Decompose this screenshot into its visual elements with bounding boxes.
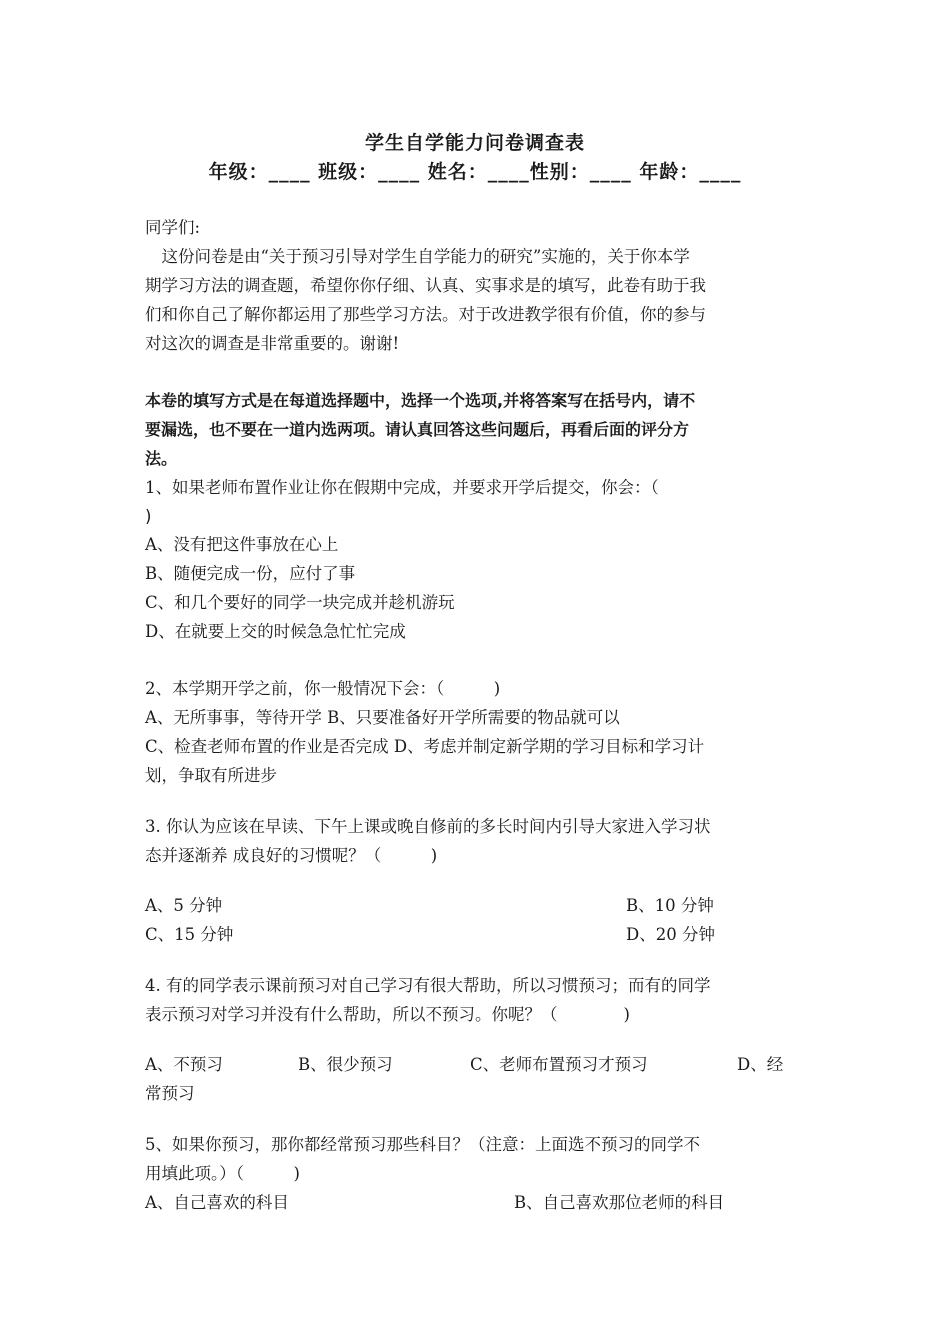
question-3-option-a: A、5 分钟 bbox=[145, 896, 223, 915]
instructions-line: 法。 bbox=[145, 449, 178, 468]
question-2-options: A、无所事事，等待开学 B、只要准备好开学所需要的物品就可以 bbox=[145, 708, 620, 727]
intro-line: 们和你自己了解你都运用了那些学习方法。对于改进教学很有价值，你的参与 bbox=[145, 305, 706, 324]
question-4-option-b: B、很少预习 bbox=[298, 1055, 393, 1074]
question-4-option-d: D、经 bbox=[737, 1055, 784, 1074]
question-3-text: 3. 你认为应该在早读、下午上课或晚自修前的多长时间内引导大家进入学习状 bbox=[145, 817, 711, 836]
question-2-options: C、检查老师布置的作业是否完成 D、考虑并制定新学期的学习目标和学习计 bbox=[145, 737, 705, 756]
question-1-option-b: B、随便完成一份，应付了事 bbox=[145, 564, 356, 583]
question-2-text: 2、本学期开学之前，你一般情况下会：（ ) bbox=[145, 679, 501, 698]
question-3-text: 态并逐渐养 成良好的习惯呢？（ ) bbox=[145, 846, 438, 865]
question-3-option-b: B、10 分钟 bbox=[626, 896, 714, 915]
question-3-option-d: D、20 分钟 bbox=[626, 925, 715, 944]
instructions-line: 本卷的填写方式是在每道选择题中，选择一个选项,并将答案写在括号内，请不 bbox=[145, 391, 696, 410]
question-3-option-c: C、15 分钟 bbox=[145, 925, 234, 944]
question-4-text: 4. 有的同学表示课前预习对自己学习有很大帮助，所以习惯预习；而有的同学 bbox=[145, 976, 711, 995]
question-5-text: 用填此项。）（ ) bbox=[145, 1164, 300, 1183]
intro-line: 这份问卷是由“关于预习引导对学生自学能力的研究”实施的，关于你本学 bbox=[145, 247, 690, 266]
instructions-line: 要漏选，也不要在一道内选两项。请认真回答这些问题后，再看后面的评分方 bbox=[145, 420, 690, 439]
greeting: 同学们: bbox=[145, 218, 201, 237]
question-1-text: 1、如果老师布置作业让你在假期中完成，并要求开学后提交，你会：（ bbox=[145, 478, 659, 497]
page-title: 学生自学能力问卷调查表 bbox=[364, 132, 585, 154]
question-4-text: 表示预习对学习并没有什么帮助，所以不预习。你呢？（ ) bbox=[145, 1005, 630, 1024]
question-1-text: ) bbox=[145, 507, 152, 526]
question-2-options: 划，争取有所进步 bbox=[145, 766, 277, 785]
intro-line: 期学习方法的调查题，希望你你仔细、认真、实事求是的填写，此卷有助于我 bbox=[145, 276, 706, 295]
question-5-text: 5、如果你预习，那你都经常预习那些科目？（注意：上面选不预习的同学不 bbox=[145, 1135, 700, 1154]
question-5-option-b: B、自己喜欢那位老师的科目 bbox=[514, 1193, 725, 1212]
intro-line: 对这次的调查是非常重要的。谢谢! bbox=[145, 334, 400, 353]
question-1-option-a: A、没有把这件事放在心上 bbox=[145, 535, 339, 554]
student-info-line: 年级：____ 班级：____ 姓名：____性别：____ 年龄：____ bbox=[208, 161, 742, 183]
question-5-option-a: A、自己喜欢的科目 bbox=[145, 1193, 289, 1212]
question-1-option-d: D、在就要上交的时候急急忙忙完成 bbox=[145, 622, 406, 641]
question-1-option-c: C、和几个要好的同学一块完成并趁机游玩 bbox=[145, 593, 455, 612]
question-4-option-d-cont: 常预习 bbox=[145, 1084, 195, 1103]
question-4-option-c: C、老师布置预习才预习 bbox=[470, 1055, 648, 1074]
question-4-option-a: A、不预习 bbox=[145, 1055, 223, 1074]
